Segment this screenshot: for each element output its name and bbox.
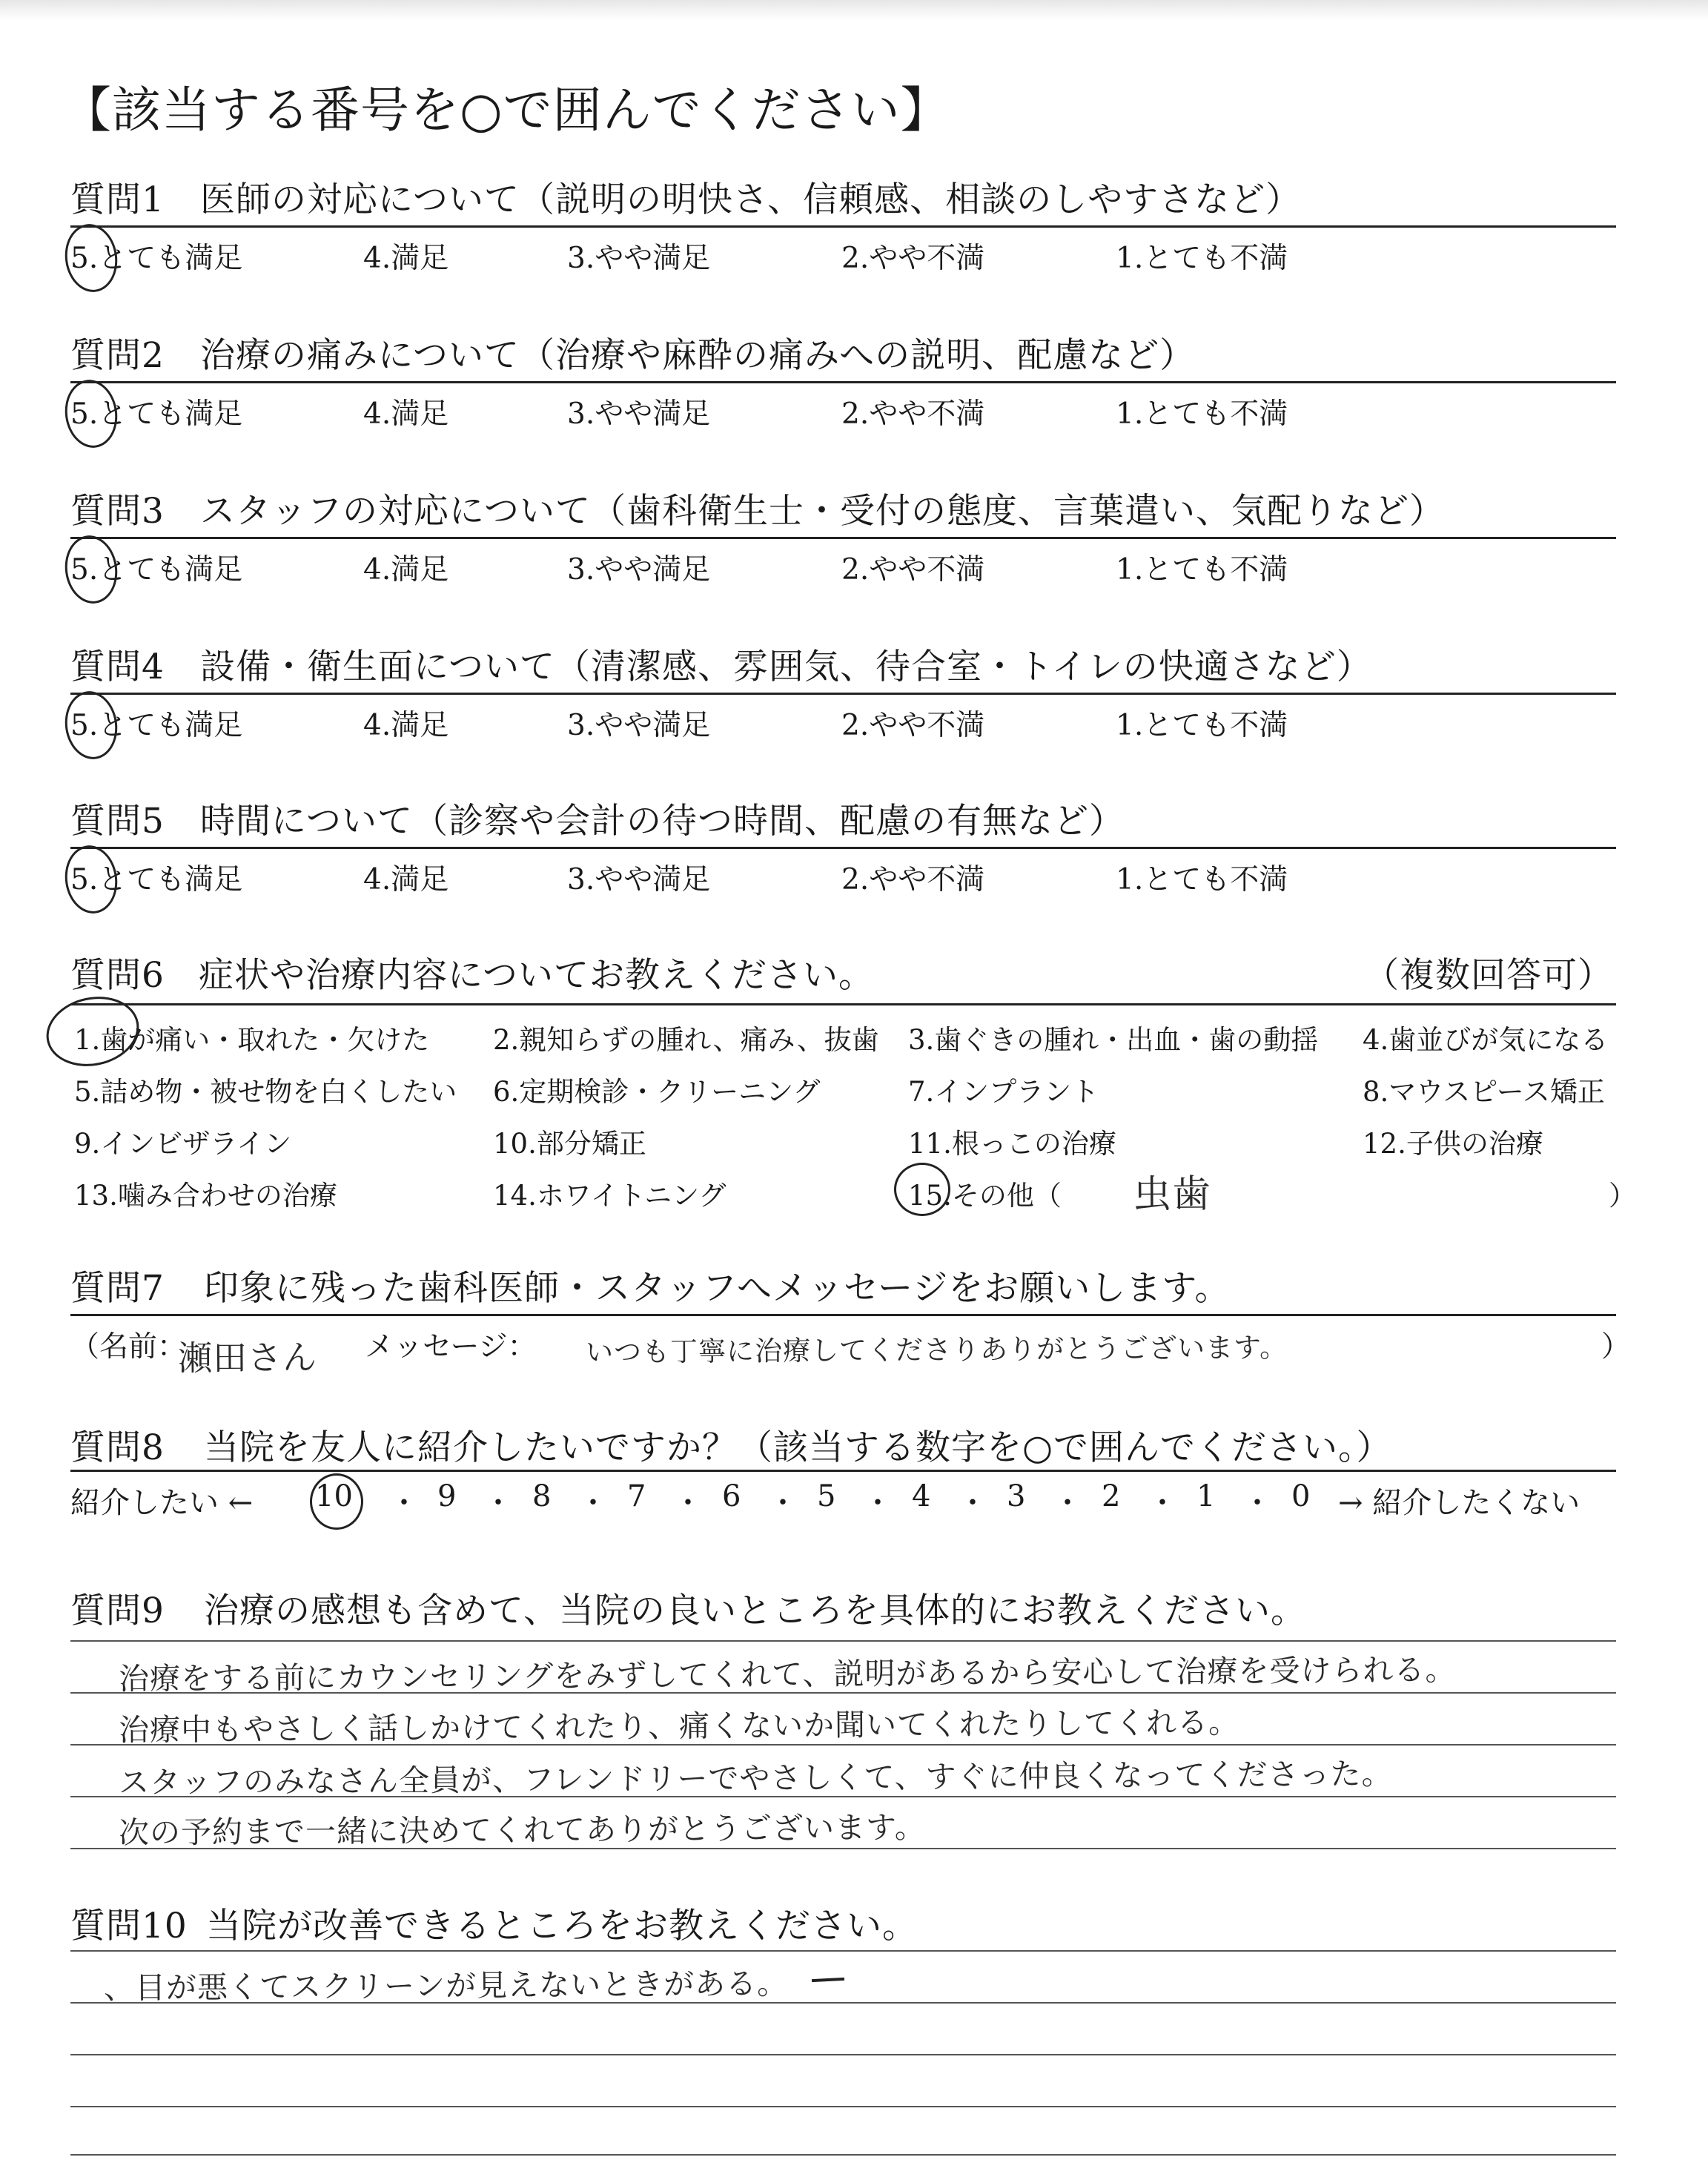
q8-scale-1[interactable]: 1 (1196, 1479, 1216, 1513)
q3-option-1[interactable]: 1.とても不満 (1116, 553, 1288, 587)
q1-option-4[interactable]: 4.満足 (363, 242, 449, 275)
q9-answer-line-2: 治療中もやさしく話しかけてくれたり、痛くないか聞いてくれたりしてくれる。 (118, 1704, 1240, 1748)
q8-separator: ・ (1053, 1486, 1082, 1520)
q8-separator: ・ (1148, 1486, 1177, 1520)
q1-option-1[interactable]: 1.とても不満 (1116, 242, 1288, 275)
q4-selected-circle[interactable] (61, 688, 122, 763)
q8-separator: ・ (1242, 1486, 1272, 1520)
q8-scale-10[interactable]: 10 (315, 1479, 353, 1513)
q3-option-4[interactable]: 4.満足 (363, 553, 449, 587)
q8-scale-2[interactable]: 2 (1102, 1479, 1121, 1513)
q5-option-4[interactable]: 4.満足 (363, 863, 449, 896)
q6-note: （複数回答可） (1364, 955, 1613, 996)
q6-option-5[interactable]: 5.詰め物・被せ物を白くしたい (74, 1076, 457, 1108)
q1-label: 質問1 (70, 179, 165, 220)
q8-separator: ・ (768, 1486, 798, 1520)
q7-title: 印象に残った歯科医師・スタッフへメッセージをお願いします。 (204, 1268, 1231, 1309)
q6-option-12[interactable]: 12.子供の治療 (1363, 1128, 1543, 1160)
q2-option-3[interactable]: 3.やや満足 (567, 397, 711, 431)
q8-left-label: 紹介したい ← (70, 1486, 254, 1520)
q2-title: 治療の痛みについて（治療や麻酔の痛みへの説明、配慮など） (200, 335, 1196, 376)
q10-title: 当院が改善できるところをお教えください。 (206, 1906, 918, 1946)
q6-option-6[interactable]: 6.定期検診・クリーニング (493, 1076, 821, 1108)
q6-option-14[interactable]: 14.ホワイトニング (493, 1180, 726, 1212)
q6-option-13[interactable]: 13.噛み合わせの治療 (74, 1180, 337, 1212)
q8-scale-4[interactable]: 4 (912, 1479, 931, 1513)
q6-option-7[interactable]: 7.インプラント (908, 1076, 1099, 1108)
q8-separator: ・ (483, 1486, 513, 1520)
q5-option-5[interactable]: 5.とても満足 (70, 863, 243, 896)
q7-name-value: 瀬田さん (177, 1337, 318, 1378)
q4-label: 質問4 (70, 647, 165, 687)
q6-option-10[interactable]: 10.部分矯正 (493, 1128, 646, 1160)
q3-option-5[interactable]: 5.とても満足 (70, 553, 243, 587)
q9-answer-line-3: スタッフのみなさん全員が、フレンドリーでやさしくて、すぐに仲良くなってくださった。 (118, 1756, 1393, 1800)
q10-strikeout (812, 1978, 844, 1982)
q2-option-1[interactable]: 1.とても不満 (1116, 397, 1288, 431)
q6-selected-circle-1[interactable] (40, 988, 145, 1074)
q9-answer-line-1: 治療をする前にカウンセリングをみずしてくれて、説明があるから安心して治療を受けられる。 (118, 1651, 1457, 1697)
q6-option-15[interactable]: 15.その他（ (908, 1180, 1062, 1212)
q10-label: 質問10 (70, 1906, 188, 1946)
q10-answer-rule (70, 2106, 1616, 2107)
q3-title: スタッフの対応について（歯科衛生士・受付の態度、言葉遣い、気配りなど） (200, 491, 1446, 532)
q8-separator: ・ (958, 1486, 987, 1520)
q8-scale-0[interactable]: 0 (1291, 1479, 1311, 1513)
q7-message-value: いつも丁寧に治療してくださりありがとうございます。 (585, 1331, 1288, 1369)
q10-answer-rule (70, 2054, 1616, 2055)
q7-label: 質問7 (70, 1268, 165, 1309)
q10-answer-rule (70, 2154, 1616, 2156)
q5-title: 時間について（診察や会計の待つ時間、配慮の有無など） (200, 801, 1125, 842)
q8-separator: ・ (863, 1486, 893, 1520)
q10-answer-line-1: 、目が悪くてスクリーンが見えないときがある。 (103, 1965, 789, 2007)
q5-option-1[interactable]: 1.とても不満 (1116, 863, 1288, 896)
q8-scale-6[interactable]: 6 (722, 1479, 741, 1513)
q5-selected-circle[interactable] (61, 842, 122, 917)
q2-selected-circle[interactable] (61, 377, 122, 452)
q6-option-9[interactable]: 9.インビザライン (74, 1128, 292, 1160)
q4-option-4[interactable]: 4.満足 (363, 709, 449, 742)
q5-option-3[interactable]: 3.やや満足 (567, 863, 711, 896)
q6-option-11[interactable]: 11.根っこの治療 (908, 1128, 1116, 1160)
q8-separator: ・ (389, 1486, 419, 1520)
q8-scale-3[interactable]: 3 (1007, 1479, 1026, 1513)
q6-option-4[interactable]: 4.歯並びが気になる (1363, 1024, 1609, 1056)
q4-option-1[interactable]: 1.とても不満 (1116, 709, 1288, 742)
q5-rule (70, 847, 1616, 849)
q8-selected-circle[interactable] (310, 1473, 363, 1530)
q9-label: 質問9 (70, 1591, 165, 1631)
q6-option-3[interactable]: 3.歯ぐきの腫れ・出血・歯の動揺 (908, 1024, 1319, 1056)
q1-option-2[interactable]: 2.やや不満 (841, 242, 985, 275)
q9-answer-line-4: 次の予約まで一緒に決めてくれてありがとうございます。 (118, 1809, 926, 1851)
q7-rule (70, 1314, 1616, 1316)
q1-selected-circle[interactable] (61, 221, 122, 296)
q3-option-2[interactable]: 2.やや不満 (841, 553, 985, 587)
q6-title: 症状や治療内容についてお教えください。 (199, 955, 875, 996)
q2-option-4[interactable]: 4.満足 (363, 397, 449, 431)
q8-scale-9[interactable]: 9 (437, 1479, 457, 1513)
q6-rule (70, 1003, 1616, 1005)
q4-option-3[interactable]: 3.やや満足 (567, 709, 711, 742)
q1-title: 医師の対応について（説明の明快さ、信頼感、相談のしやすさなど） (200, 179, 1302, 220)
q8-scale-5[interactable]: 5 (817, 1479, 836, 1513)
q5-option-2[interactable]: 2.やや不満 (841, 863, 985, 896)
q8-rule (70, 1470, 1616, 1472)
q2-option-2[interactable]: 2.やや不満 (841, 397, 985, 431)
q2-rule (70, 381, 1616, 383)
q4-option-2[interactable]: 2.やや不満 (841, 709, 985, 742)
q8-label: 質問8 (70, 1427, 165, 1468)
q4-option-5[interactable]: 5.とても満足 (70, 709, 243, 742)
q3-label: 質問3 (70, 491, 165, 532)
q3-rule (70, 537, 1616, 539)
q4-rule (70, 693, 1616, 695)
q3-selected-circle[interactable] (61, 532, 122, 607)
q8-title: 当院を友人に紹介したいですか？（該当する数字を○で囲んでください。） (204, 1427, 1392, 1468)
q9-answer-rule (70, 1640, 1616, 1642)
form-title: 【該当する番号を○で囲んでください】 (62, 82, 950, 139)
q7-name-label: （名前： (70, 1330, 187, 1364)
q6-option-8[interactable]: 8.マウスピース矯正 (1363, 1076, 1605, 1108)
q1-option-5[interactable]: 5.とても満足 (70, 242, 243, 275)
q2-option-5[interactable]: 5.とても満足 (70, 397, 243, 431)
q8-right-label: → 紹介したくない (1338, 1486, 1580, 1520)
q8-separator: ・ (673, 1486, 703, 1520)
q6-other-text: 虫歯 (1132, 1172, 1212, 1218)
q1-option-3[interactable]: 3.やや満足 (567, 242, 711, 275)
q6-option-2[interactable]: 2.親知らずの腫れ、痛み、抜歯 (493, 1024, 879, 1056)
q2-label: 質問2 (70, 335, 165, 376)
q6-selected-circle-15[interactable] (894, 1163, 950, 1216)
page-top-edge (0, 0, 1708, 21)
q6-other-close: ） (1609, 1180, 1636, 1212)
q7-message-label: メッセージ： (365, 1330, 537, 1364)
q8-scale-8[interactable]: 8 (532, 1479, 552, 1513)
q8-scale-7[interactable]: 7 (627, 1479, 646, 1513)
q4-title: 設備・衛生面について（清潔感、雰囲気、待合室・トイレの快適さなど） (200, 647, 1372, 687)
q7-close: ） (1601, 1330, 1631, 1364)
q10-answer-rule (70, 1950, 1616, 1952)
q3-option-3[interactable]: 3.やや満足 (567, 553, 711, 587)
q6-label: 質問6 (70, 955, 165, 996)
q5-label: 質問5 (70, 801, 165, 842)
q6-option-1[interactable]: 1.歯が痛い・取れた・欠けた (74, 1024, 430, 1056)
q9-title: 治療の感想も含めて、当院の良いところを具体的にお教えください。 (204, 1591, 1307, 1631)
q8-separator: ・ (578, 1486, 608, 1520)
q1-rule (70, 225, 1616, 228)
